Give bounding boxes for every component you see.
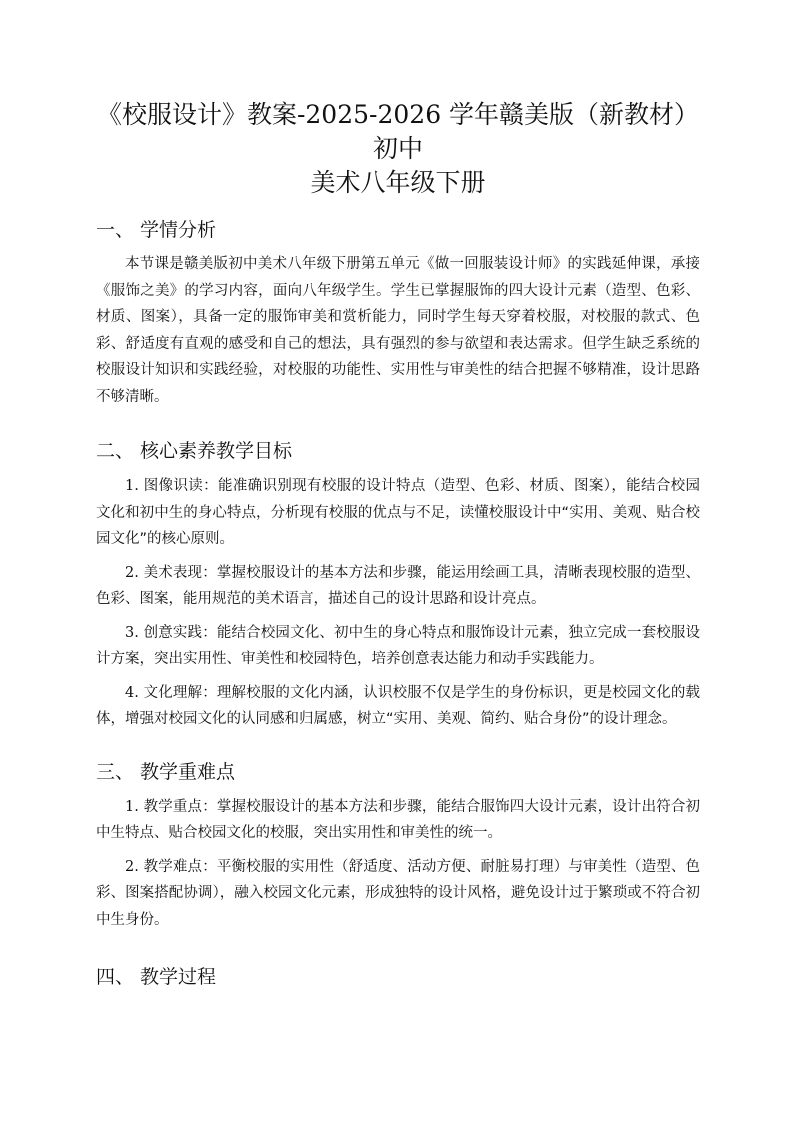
list-item-text: 创意实践：能结合校园文化、初中生的身心特点和服饰设计元素，独立完成一套校服设计方案，突出实用性、审美性和校园特色，培养创意表达能力和动手实践能力。 — [96, 624, 701, 667]
list-item-number: 2. — [125, 564, 139, 581]
list-item-number: 2. — [125, 858, 139, 875]
section-heading: 二、 核心素养教学目标 — [96, 440, 293, 462]
list-item-text: 美术表现：掌握校服设计的基本方法和步骤，能运用绘画工具，清晰表现校服的造型、色彩、图案，能用规范的美术语言，描述自己的设计思路和设计亮点。 — [96, 564, 701, 607]
list-item-number: 4. — [125, 684, 139, 701]
list-item-number: 3. — [125, 624, 139, 641]
list-item-text: 文化理解：理解校服的文化内涵，认识校服不仅是学生的身份标识，更是校园文化的载体，增强对校园文化的认同感和归属感，树立“实用、美观、简约、贴合身份”的设计理念。 — [96, 684, 701, 727]
paragraph: 本节课是赣美版初中美术八年级下册第五单元《做一回服装设计师》的实践延伸课，承接《服饰之美》的学习内容，面向八年级学生。学生已掌握服饰的四大设计元素（造型、色彩、材质、图案），具备一定的服饰审美和赏析能力，同时学生每天穿着校服，对校服的款式、色彩、舒适度有直观的感受和自己的想法，具有强烈的参与欲望和表达需求。但学生缺乏系统的校服设计知识和实践经验，对校服的功能性、实用性与审美性的结合把握不够精准，设计思路不够清晰。 — [96, 256, 700, 405]
section-heading: 三、 教学重难点 — [96, 760, 236, 783]
list-item-number: 1. — [125, 798, 139, 815]
list-item — [96, 560, 700, 613]
list-item-text: 教学难点：平衡校服的实用性（舒适度、活动方便、耐脏易打理）与审美性（造型、色彩、图案搭配协调），融入校园文化元素，形成独特的设计风格，避免设计过于繁琐或不符合初中生身份。 — [96, 858, 701, 928]
section-core-literacy-goals — [96, 438, 700, 733]
section-heading: 四、 教学过程 — [96, 966, 217, 988]
title-line-2: 美术八年级下册 — [310, 168, 486, 197]
list-item-text: 图像识读：能准确识别现有校服的设计特点（造型、色彩、材质、图案），能结合校园文化和初中生的身心特点，分析现有校服的优点与不足，读懂校服设计中“实用、美观、贴合校园文化”的核心原则。 — [96, 478, 701, 547]
list-item — [96, 680, 700, 733]
list-item-number: 1. — [125, 478, 139, 494]
title-line-1: 《校服设计》教案-2025-2026 学年赣美版（新教材）初中 — [96, 100, 700, 163]
list-item-text: 教学重点：掌握校服设计的基本方法和步骤，能结合服饰四大设计元素，设计出符合初中生特点、贴合校园文化的校服，突出实用性和审美性的统一。 — [96, 798, 701, 841]
section-teaching-process — [96, 964, 700, 990]
section-heading: 一、 学情分析 — [96, 219, 217, 241]
document-title — [96, 98, 700, 200]
list-item — [96, 473, 700, 553]
list-item — [96, 620, 700, 673]
list-item — [96, 854, 700, 934]
section-learning-analysis — [96, 217, 700, 410]
section-key-difficult-points — [96, 759, 700, 934]
list-item — [96, 794, 700, 847]
